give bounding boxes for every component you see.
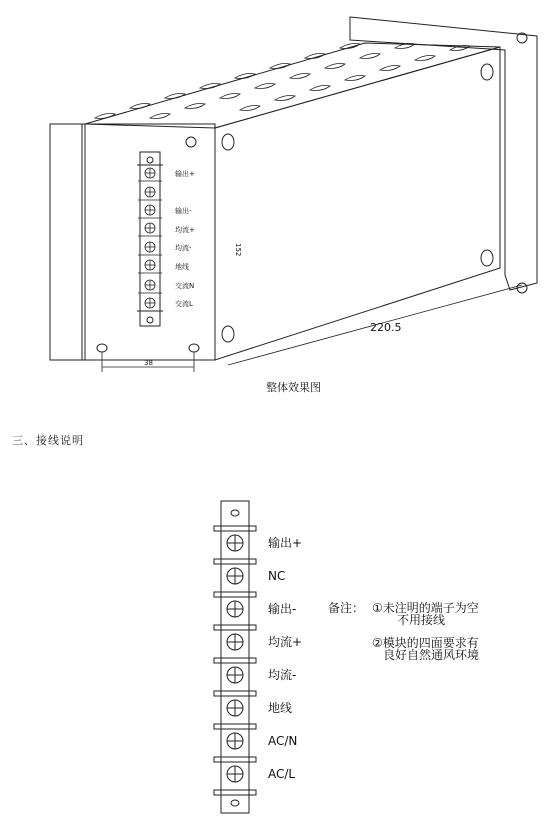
terminal-label: 均流- (268, 668, 297, 682)
front-terminal-label: 输出+ (175, 170, 195, 178)
front-screw (138, 280, 162, 293)
section-title: 三、接线说明 (12, 434, 84, 447)
dim-width-label: 38 (144, 359, 153, 367)
terminal-label: AC/N (268, 734, 298, 748)
figure-caption: 整体效果图 (266, 381, 321, 394)
side-face (215, 47, 500, 360)
front-terminal-label: 交流N (175, 282, 195, 290)
module-drawing (50, 17, 537, 372)
mounting-flange (350, 17, 537, 290)
front-terminal-label: 输出- (175, 207, 192, 215)
note2-line2: 良好自然通风环境 (383, 648, 480, 662)
terminal-cell (214, 559, 256, 584)
note1-line1: ①未注明的端子为空 (372, 601, 479, 615)
terminal-cell (214, 691, 256, 716)
top-face (85, 43, 500, 128)
left-strip (50, 124, 85, 360)
vent-slots (95, 44, 470, 119)
terminal-labels (268, 535, 302, 781)
front-hole (97, 344, 107, 352)
dim-length-label: 220.5 (370, 321, 402, 334)
side-hole (222, 134, 234, 150)
terminal-label: AC/L (268, 767, 296, 781)
dim-height-label: 152 (234, 243, 242, 257)
front-terminal-screws (138, 168, 162, 311)
front-screw (138, 168, 162, 181)
front-screw (138, 242, 162, 255)
terminal-cell (214, 658, 256, 683)
note1-line2: 不用接线 (397, 613, 446, 627)
terminal-cells (214, 526, 256, 795)
front-hole (189, 344, 199, 352)
strip-bottom-hole (231, 800, 239, 806)
note2-line1: ②模块的四面要求有 (372, 636, 479, 650)
terminal-cell (214, 757, 256, 782)
front-screw (138, 187, 162, 200)
front-screw (138, 260, 162, 273)
front-terminal-label: 均流- (175, 244, 192, 252)
strip-top-hole (231, 510, 239, 516)
front-terminal-label: 交流L (175, 300, 193, 308)
terminal-label: NC (268, 569, 286, 583)
terminal-cell (214, 526, 256, 551)
terminal-label: 均流+ (268, 635, 303, 649)
front-screw (138, 205, 162, 218)
side-hole (481, 64, 493, 80)
terminal-cell (214, 724, 256, 749)
front-terminal-labels (175, 169, 195, 308)
terminal-bar (214, 790, 256, 795)
front-terminal-label: 均流+ (175, 226, 195, 234)
terminal-label: 输出- (268, 602, 297, 616)
terminal-cell (214, 625, 256, 650)
front-screw (138, 223, 162, 236)
front-screw (138, 298, 162, 311)
note-label: 备注： (328, 601, 365, 615)
front-hole (186, 137, 196, 147)
terminal-label: 输出+ (268, 536, 303, 550)
terminal-label: 地线 (268, 701, 293, 715)
side-hole (222, 326, 234, 342)
terminal-cell (214, 592, 256, 617)
side-hole (481, 250, 493, 266)
front-terminal-label: 地线 (175, 263, 189, 271)
